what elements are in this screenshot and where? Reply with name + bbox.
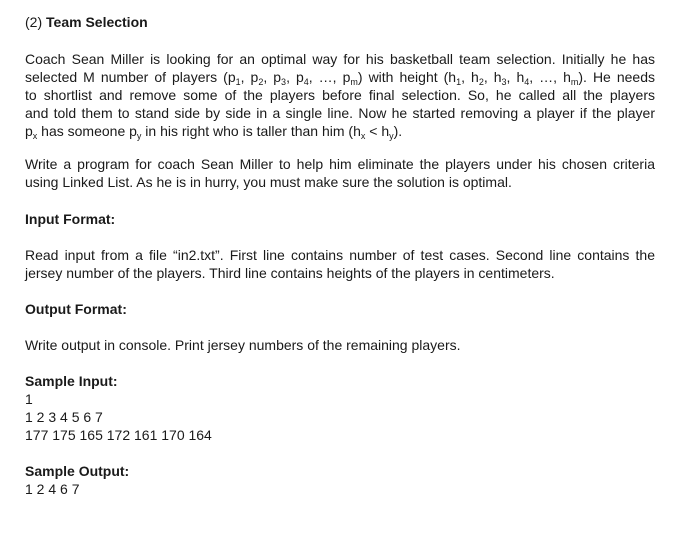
output-format-line: Write output in console. Print jersey numbers of the remaining players. — [25, 337, 461, 353]
task-line: Write a program for coach Sean Miller to help him eliminate the players under his chosen criteria — [25, 156, 655, 172]
description-line: Coach Sean Miller is looking for an optimal way for his basketball team selection. Initially he has — [25, 51, 655, 67]
sample-input-line: 1 2 3 4 5 6 7 — [25, 409, 103, 425]
sample-output-block — [25, 480, 655, 498]
description-line: and told them to stand side by side in a single line. Now he started removing a player if the player — [25, 105, 655, 121]
sample-input-line: 1 — [25, 391, 33, 407]
output-format-text — [25, 336, 655, 354]
sample-input-line: 177 175 165 172 161 170 164 — [25, 427, 212, 443]
input-format-line: Read input from a file “in2.txt”. First line contains number of test cases. Second line contains the — [25, 247, 655, 263]
description-line: to shortlist and remove some of the players before final selection. So, he called all the players — [25, 87, 655, 103]
sample-output-heading: Sample Output: — [25, 463, 130, 479]
problem-number: (2) — [25, 14, 43, 30]
problem-title: Team Selection — [46, 14, 148, 30]
input-format-heading: Input Format: — [25, 211, 116, 227]
output-format-heading: Output Format: — [25, 301, 127, 317]
sample-input-block — [25, 390, 655, 444]
problem-description — [25, 50, 655, 140]
page-title — [25, 13, 655, 31]
description-line: selected M number of players ($p_1$, $p_2$, $p_3$, $p_4$, …, $p_m$) with height ($h_1$, $h_2$, $h_3$, $h_4$, …, $h_m$). He needs — [25, 69, 655, 87]
description-line: $p_x$ has someone $p_y$ in his right who is taller than him $(h_x < h_y)$. — [25, 123, 403, 141]
task-description — [25, 155, 655, 191]
sample-output-line: 1 2 4 6 7 — [25, 481, 80, 497]
input-format-text — [25, 246, 655, 282]
sample-input-heading: Sample Input: — [25, 373, 118, 389]
task-line: using Linked List. As he is in hurry, you must make sure the solution is optimal. — [25, 174, 512, 190]
input-format-line: jersey number of the players. Third line contains heights of the players in centimeters. — [25, 265, 555, 281]
